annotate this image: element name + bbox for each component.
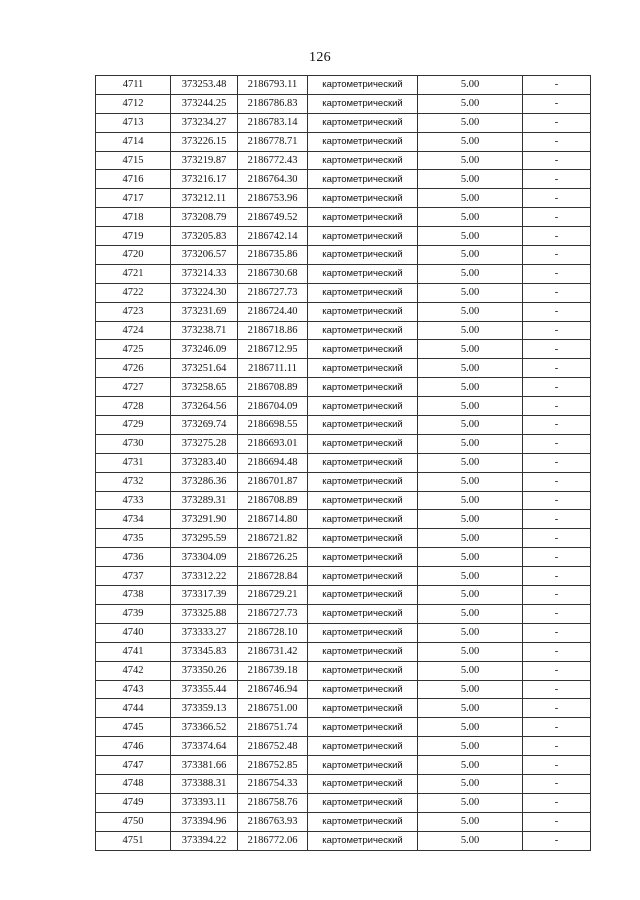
y-coordinate-cell: 2186731.42: [238, 642, 308, 661]
table-row: [96, 113, 591, 132]
note-cell: -: [523, 718, 591, 737]
note-cell: -: [523, 774, 591, 793]
y-coordinate-cell: 2186711.11: [238, 359, 308, 378]
method-cell: картометрический: [308, 812, 418, 831]
accuracy-cell: 5.00: [418, 699, 523, 718]
table-row: [96, 94, 591, 113]
y-coordinate-cell: 2186742.14: [238, 227, 308, 246]
note-cell: -: [523, 623, 591, 642]
note-cell: -: [523, 453, 591, 472]
y-coordinate-cell: 2186721.82: [238, 529, 308, 548]
x-coordinate-cell: 373219.87: [171, 151, 238, 170]
method-cell: картометрический: [308, 434, 418, 453]
method-cell: картометрический: [308, 359, 418, 378]
note-cell: -: [523, 378, 591, 397]
x-coordinate-cell: 373355.44: [171, 680, 238, 699]
method-cell: картометрический: [308, 491, 418, 510]
note-cell: -: [523, 94, 591, 113]
method-cell: картометрический: [308, 151, 418, 170]
accuracy-cell: 5.00: [418, 170, 523, 189]
x-coordinate-cell: 373253.48: [171, 76, 238, 95]
accuracy-cell: 5.00: [418, 548, 523, 567]
y-coordinate-cell: 2186693.01: [238, 434, 308, 453]
note-cell: -: [523, 321, 591, 340]
y-coordinate-cell: 2186793.11: [238, 76, 308, 95]
accuracy-cell: 5.00: [418, 491, 523, 510]
method-cell: картометрический: [308, 718, 418, 737]
accuracy-cell: 5.00: [418, 642, 523, 661]
table-row: [96, 264, 591, 283]
table-row: [96, 699, 591, 718]
x-coordinate-cell: 373214.33: [171, 264, 238, 283]
method-cell: картометрический: [308, 472, 418, 491]
x-coordinate-cell: 373286.36: [171, 472, 238, 491]
accuracy-cell: 5.00: [418, 718, 523, 737]
method-cell: картометрический: [308, 680, 418, 699]
note-cell: -: [523, 246, 591, 265]
table-row: [96, 548, 591, 567]
method-cell: картометрический: [308, 283, 418, 302]
x-coordinate-cell: 373226.15: [171, 132, 238, 151]
point-number-cell: 4733: [96, 491, 171, 510]
table-row: [96, 529, 591, 548]
y-coordinate-cell: 2186727.73: [238, 283, 308, 302]
x-coordinate-cell: 373224.30: [171, 283, 238, 302]
method-cell: картометрический: [308, 246, 418, 265]
table-row: [96, 76, 591, 95]
x-coordinate-cell: 373275.28: [171, 434, 238, 453]
accuracy-cell: 5.00: [418, 756, 523, 775]
accuracy-cell: 5.00: [418, 302, 523, 321]
note-cell: -: [523, 302, 591, 321]
table-row: [96, 321, 591, 340]
method-cell: картометрический: [308, 623, 418, 642]
point-number-cell: 4734: [96, 510, 171, 529]
note-cell: -: [523, 756, 591, 775]
accuracy-cell: 5.00: [418, 113, 523, 132]
table-row: [96, 151, 591, 170]
x-coordinate-cell: 373366.52: [171, 718, 238, 737]
method-cell: картометрический: [308, 756, 418, 775]
table-row: [96, 491, 591, 510]
point-number-cell: 4741: [96, 642, 171, 661]
point-number-cell: 4740: [96, 623, 171, 642]
point-number-cell: 4728: [96, 397, 171, 416]
accuracy-cell: 5.00: [418, 529, 523, 548]
method-cell: картометрический: [308, 208, 418, 227]
point-number-cell: 4729: [96, 416, 171, 435]
table-row: [96, 831, 591, 850]
y-coordinate-cell: 2186728.84: [238, 567, 308, 586]
table-row: [96, 302, 591, 321]
method-cell: картометрический: [308, 264, 418, 283]
point-number-cell: 4748: [96, 774, 171, 793]
point-number-cell: 4727: [96, 378, 171, 397]
y-coordinate-cell: 2186754.33: [238, 774, 308, 793]
accuracy-cell: 5.00: [418, 661, 523, 680]
x-coordinate-cell: 373269.74: [171, 416, 238, 435]
note-cell: -: [523, 812, 591, 831]
table-row: [96, 453, 591, 472]
method-cell: картометрический: [308, 416, 418, 435]
y-coordinate-cell: 2186751.00: [238, 699, 308, 718]
accuracy-cell: 5.00: [418, 434, 523, 453]
x-coordinate-cell: 373206.57: [171, 246, 238, 265]
accuracy-cell: 5.00: [418, 321, 523, 340]
table-row: [96, 812, 591, 831]
x-coordinate-cell: 373246.09: [171, 340, 238, 359]
note-cell: -: [523, 586, 591, 605]
x-coordinate-cell: 373264.56: [171, 397, 238, 416]
point-number-cell: 4724: [96, 321, 171, 340]
table-row: [96, 642, 591, 661]
y-coordinate-cell: 2186704.09: [238, 397, 308, 416]
y-coordinate-cell: 2186728.10: [238, 623, 308, 642]
point-number-cell: 4735: [96, 529, 171, 548]
x-coordinate-cell: 373291.90: [171, 510, 238, 529]
y-coordinate-cell: 2186739.18: [238, 661, 308, 680]
x-coordinate-cell: 373374.64: [171, 737, 238, 756]
accuracy-cell: 5.00: [418, 227, 523, 246]
x-coordinate-cell: 373258.65: [171, 378, 238, 397]
table-row: [96, 340, 591, 359]
x-coordinate-cell: 373325.88: [171, 604, 238, 623]
method-cell: картометрический: [308, 94, 418, 113]
point-number-cell: 4745: [96, 718, 171, 737]
x-coordinate-cell: 373317.39: [171, 586, 238, 605]
point-number-cell: 4722: [96, 283, 171, 302]
point-number-cell: 4716: [96, 170, 171, 189]
method-cell: картометрический: [308, 642, 418, 661]
note-cell: -: [523, 529, 591, 548]
accuracy-cell: 5.00: [418, 623, 523, 642]
method-cell: картометрический: [308, 661, 418, 680]
point-number-cell: 4714: [96, 132, 171, 151]
accuracy-cell: 5.00: [418, 283, 523, 302]
table-row: [96, 472, 591, 491]
method-cell: картометрический: [308, 302, 418, 321]
method-cell: картометрический: [308, 604, 418, 623]
y-coordinate-cell: 2186772.43: [238, 151, 308, 170]
note-cell: -: [523, 208, 591, 227]
point-number-cell: 4732: [96, 472, 171, 491]
table-row: [96, 737, 591, 756]
table-row: [96, 170, 591, 189]
table-row: [96, 661, 591, 680]
y-coordinate-cell: 2186708.89: [238, 378, 308, 397]
table-row: [96, 359, 591, 378]
accuracy-cell: 5.00: [418, 416, 523, 435]
table-row: [96, 567, 591, 586]
note-cell: -: [523, 472, 591, 491]
method-cell: картометрический: [308, 793, 418, 812]
accuracy-cell: 5.00: [418, 793, 523, 812]
y-coordinate-cell: 2186694.48: [238, 453, 308, 472]
y-coordinate-cell: 2186730.68: [238, 264, 308, 283]
point-number-cell: 4751: [96, 831, 171, 850]
point-number-cell: 4747: [96, 756, 171, 775]
table-row: [96, 397, 591, 416]
accuracy-cell: 5.00: [418, 831, 523, 850]
point-number-cell: 4713: [96, 113, 171, 132]
x-coordinate-cell: 373394.96: [171, 812, 238, 831]
point-number-cell: 4726: [96, 359, 171, 378]
table-row: [96, 416, 591, 435]
x-coordinate-cell: 373238.71: [171, 321, 238, 340]
x-coordinate-cell: 373208.79: [171, 208, 238, 227]
accuracy-cell: 5.00: [418, 151, 523, 170]
y-coordinate-cell: 2186763.93: [238, 812, 308, 831]
point-number-cell: 4715: [96, 151, 171, 170]
table-row: [96, 246, 591, 265]
accuracy-cell: 5.00: [418, 397, 523, 416]
point-number-cell: 4720: [96, 246, 171, 265]
point-number-cell: 4736: [96, 548, 171, 567]
accuracy-cell: 5.00: [418, 378, 523, 397]
y-coordinate-cell: 2186701.87: [238, 472, 308, 491]
note-cell: -: [523, 737, 591, 756]
table-row: [96, 510, 591, 529]
accuracy-cell: 5.00: [418, 453, 523, 472]
table-row: [96, 756, 591, 775]
x-coordinate-cell: 373381.66: [171, 756, 238, 775]
accuracy-cell: 5.00: [418, 774, 523, 793]
x-coordinate-cell: 373388.31: [171, 774, 238, 793]
y-coordinate-cell: 2186714.80: [238, 510, 308, 529]
note-cell: -: [523, 170, 591, 189]
method-cell: картометрический: [308, 340, 418, 359]
y-coordinate-cell: 2186724.40: [238, 302, 308, 321]
y-coordinate-cell: 2186764.30: [238, 170, 308, 189]
note-cell: -: [523, 76, 591, 95]
y-coordinate-cell: 2186712.95: [238, 340, 308, 359]
method-cell: картометрический: [308, 113, 418, 132]
accuracy-cell: 5.00: [418, 94, 523, 113]
y-coordinate-cell: 2186727.73: [238, 604, 308, 623]
x-coordinate-cell: 373289.31: [171, 491, 238, 510]
point-number-cell: 4717: [96, 189, 171, 208]
note-cell: -: [523, 510, 591, 529]
y-coordinate-cell: 2186786.83: [238, 94, 308, 113]
y-coordinate-cell: 2186708.89: [238, 491, 308, 510]
x-coordinate-cell: 373234.27: [171, 113, 238, 132]
note-cell: -: [523, 548, 591, 567]
y-coordinate-cell: 2186753.96: [238, 189, 308, 208]
accuracy-cell: 5.00: [418, 208, 523, 227]
point-number-cell: 4719: [96, 227, 171, 246]
y-coordinate-cell: 2186751.74: [238, 718, 308, 737]
method-cell: картометрический: [308, 529, 418, 548]
accuracy-cell: 5.00: [418, 340, 523, 359]
point-number-cell: 4737: [96, 567, 171, 586]
point-number-cell: 4749: [96, 793, 171, 812]
y-coordinate-cell: 2186752.85: [238, 756, 308, 775]
accuracy-cell: 5.00: [418, 737, 523, 756]
note-cell: -: [523, 283, 591, 302]
method-cell: картометрический: [308, 586, 418, 605]
point-number-cell: 4738: [96, 586, 171, 605]
table-row: [96, 434, 591, 453]
x-coordinate-cell: 373216.17: [171, 170, 238, 189]
note-cell: -: [523, 793, 591, 812]
table-row: [96, 604, 591, 623]
table-row: [96, 378, 591, 397]
method-cell: картометрический: [308, 548, 418, 567]
note-cell: -: [523, 264, 591, 283]
table-row: [96, 189, 591, 208]
table-row: [96, 208, 591, 227]
note-cell: -: [523, 151, 591, 170]
accuracy-cell: 5.00: [418, 604, 523, 623]
point-number-cell: 4750: [96, 812, 171, 831]
note-cell: -: [523, 831, 591, 850]
y-coordinate-cell: 2186698.55: [238, 416, 308, 435]
x-coordinate-cell: 373231.69: [171, 302, 238, 321]
method-cell: картометрический: [308, 397, 418, 416]
method-cell: картометрический: [308, 227, 418, 246]
point-number-cell: 4721: [96, 264, 171, 283]
x-coordinate-cell: 373350.26: [171, 661, 238, 680]
x-coordinate-cell: 373283.40: [171, 453, 238, 472]
method-cell: картометрический: [308, 189, 418, 208]
note-cell: -: [523, 227, 591, 246]
x-coordinate-cell: 373212.11: [171, 189, 238, 208]
method-cell: картометрический: [308, 378, 418, 397]
note-cell: -: [523, 680, 591, 699]
table-row: [96, 793, 591, 812]
accuracy-cell: 5.00: [418, 472, 523, 491]
y-coordinate-cell: 2186735.86: [238, 246, 308, 265]
table-row: [96, 718, 591, 737]
method-cell: картометрический: [308, 774, 418, 793]
note-cell: -: [523, 604, 591, 623]
x-coordinate-cell: 373312.22: [171, 567, 238, 586]
x-coordinate-cell: 373295.59: [171, 529, 238, 548]
note-cell: -: [523, 434, 591, 453]
table-row: [96, 283, 591, 302]
accuracy-cell: 5.00: [418, 812, 523, 831]
y-coordinate-cell: 2186726.25: [238, 548, 308, 567]
coordinates-table: [95, 75, 591, 851]
point-number-cell: 4723: [96, 302, 171, 321]
accuracy-cell: 5.00: [418, 586, 523, 605]
x-coordinate-cell: 373333.27: [171, 623, 238, 642]
y-coordinate-cell: 2186746.94: [238, 680, 308, 699]
point-number-cell: 4744: [96, 699, 171, 718]
table-row: [96, 774, 591, 793]
note-cell: -: [523, 699, 591, 718]
x-coordinate-cell: 373205.83: [171, 227, 238, 246]
y-coordinate-cell: 2186758.76: [238, 793, 308, 812]
note-cell: -: [523, 189, 591, 208]
method-cell: картометрический: [308, 510, 418, 529]
note-cell: -: [523, 567, 591, 586]
note-cell: -: [523, 491, 591, 510]
note-cell: -: [523, 132, 591, 151]
x-coordinate-cell: 373244.25: [171, 94, 238, 113]
point-number-cell: 4730: [96, 434, 171, 453]
note-cell: -: [523, 397, 591, 416]
table-row: [96, 680, 591, 699]
accuracy-cell: 5.00: [418, 76, 523, 95]
note-cell: -: [523, 642, 591, 661]
method-cell: картометрический: [308, 699, 418, 718]
accuracy-cell: 5.00: [418, 132, 523, 151]
y-coordinate-cell: 2186783.14: [238, 113, 308, 132]
note-cell: -: [523, 113, 591, 132]
x-coordinate-cell: 373359.13: [171, 699, 238, 718]
x-coordinate-cell: 373304.09: [171, 548, 238, 567]
accuracy-cell: 5.00: [418, 359, 523, 378]
note-cell: -: [523, 359, 591, 378]
note-cell: -: [523, 340, 591, 359]
table-row: [96, 227, 591, 246]
point-number-cell: 4743: [96, 680, 171, 699]
y-coordinate-cell: 2186718.86: [238, 321, 308, 340]
accuracy-cell: 5.00: [418, 264, 523, 283]
accuracy-cell: 5.00: [418, 567, 523, 586]
y-coordinate-cell: 2186749.52: [238, 208, 308, 227]
x-coordinate-cell: 373393.11: [171, 793, 238, 812]
point-number-cell: 4711: [96, 76, 171, 95]
note-cell: -: [523, 416, 591, 435]
y-coordinate-cell: 2186778.71: [238, 132, 308, 151]
method-cell: картометрический: [308, 453, 418, 472]
method-cell: картометрический: [308, 132, 418, 151]
table-row: [96, 586, 591, 605]
method-cell: картометрический: [308, 170, 418, 189]
x-coordinate-cell: 373394.22: [171, 831, 238, 850]
table-row: [96, 623, 591, 642]
x-coordinate-cell: 373345.83: [171, 642, 238, 661]
x-coordinate-cell: 373251.64: [171, 359, 238, 378]
method-cell: картометрический: [308, 321, 418, 340]
accuracy-cell: 5.00: [418, 189, 523, 208]
point-number-cell: 4731: [96, 453, 171, 472]
point-number-cell: 4742: [96, 661, 171, 680]
point-number-cell: 4739: [96, 604, 171, 623]
y-coordinate-cell: 2186729.21: [238, 586, 308, 605]
note-cell: -: [523, 661, 591, 680]
y-coordinate-cell: 2186772.06: [238, 831, 308, 850]
y-coordinate-cell: 2186752.48: [238, 737, 308, 756]
point-number-cell: 4712: [96, 94, 171, 113]
table-row: [96, 132, 591, 151]
method-cell: картометрический: [308, 737, 418, 756]
accuracy-cell: 5.00: [418, 246, 523, 265]
method-cell: картометрический: [308, 567, 418, 586]
point-number-cell: 4725: [96, 340, 171, 359]
page-number: 126: [309, 50, 331, 65]
accuracy-cell: 5.00: [418, 510, 523, 529]
method-cell: картометрический: [308, 831, 418, 850]
point-number-cell: 4746: [96, 737, 171, 756]
point-number-cell: 4718: [96, 208, 171, 227]
method-cell: картометрический: [308, 76, 418, 95]
coordinates-table-body: [96, 76, 591, 851]
accuracy-cell: 5.00: [418, 680, 523, 699]
